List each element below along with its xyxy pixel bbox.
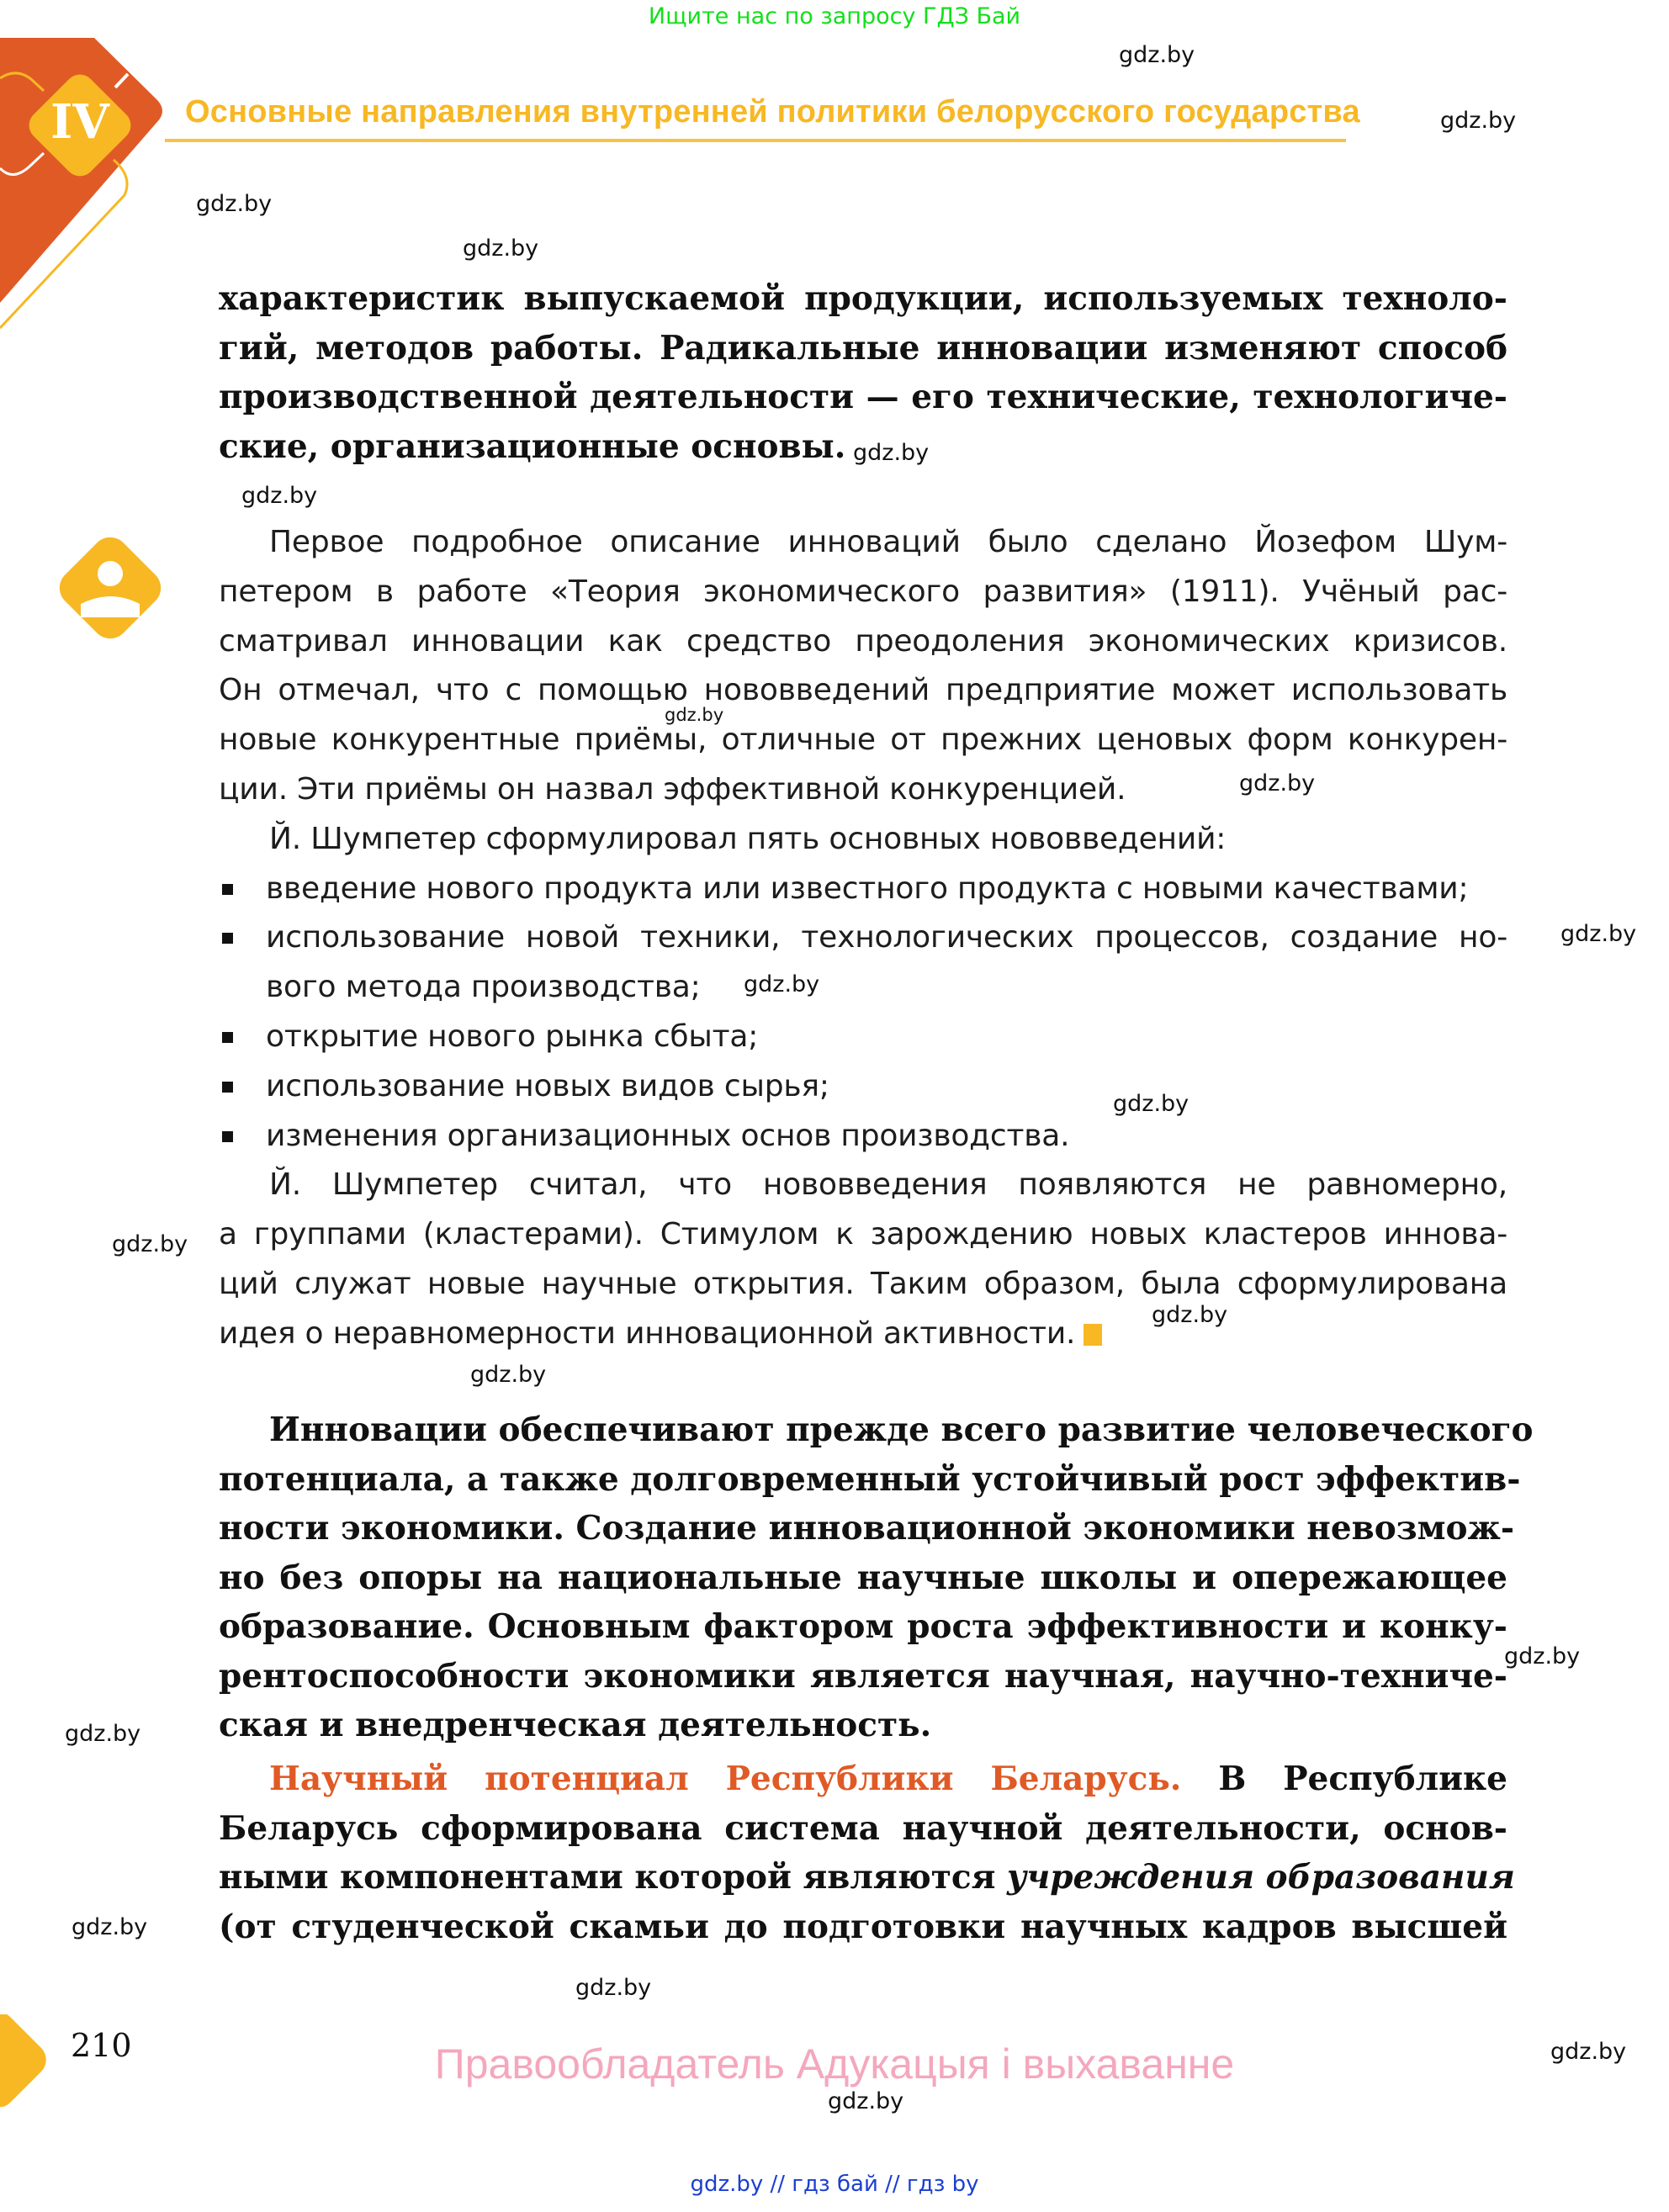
watermark: gdz.by <box>828 2088 904 2114</box>
text-line: а группами (кластерами). Стимулом к зарождению новых кластеров иннова- <box>219 1217 1507 1252</box>
text-line: образование. Основным фактором роста эффективности и конку- <box>219 1607 1507 1646</box>
watermark: gdz.by <box>853 440 930 466</box>
list-item <box>219 1112 1507 1162</box>
bullet-square-icon <box>222 1131 233 1142</box>
text-line: но без опоры на национальные научные школы и опережающее <box>219 1558 1507 1597</box>
text-fragment: В Республике <box>1218 1760 1507 1798</box>
list-intro: Й. Шумпетер сформулировал пять основных нововведений: <box>269 821 1227 856</box>
page-number: 210 <box>71 2027 132 2064</box>
watermark: gdz.by <box>1152 1302 1228 1328</box>
text-fragment: идея о неравномерности инновационной активности. <box>219 1315 1076 1351</box>
list-item-text: использование новых видов сырья; <box>266 1068 829 1103</box>
bullet-square-icon <box>222 933 233 944</box>
list-item <box>219 1062 1507 1112</box>
watermark: gdz.by <box>65 1721 141 1747</box>
watermark: gdz.by <box>196 191 273 217</box>
text-line: ции. Эти приёмы он назвал эффективной конкуренцией. <box>219 771 1126 807</box>
text-line: потенциала, а также долговременный устойчивый рост эффектив- <box>219 1459 1521 1499</box>
list-item-text: введение нового продукта или известного продукта с новыми качествами; <box>266 871 1469 906</box>
list-item <box>219 865 1507 914</box>
list-item <box>219 1013 1507 1062</box>
text-line: ности экономики. Создание инновационной экономики невозмож- <box>219 1509 1515 1548</box>
list-item-text: изменения организационных основ производства. <box>266 1118 1070 1153</box>
watermark: gdz.by <box>1550 2039 1627 2065</box>
text-line: ская и внедренческая деятельность. <box>219 1706 932 1744</box>
watermark: gdz.by <box>1560 921 1637 947</box>
text-line: сматривал инновации как средство преодоления экономических кризисов. <box>219 623 1507 659</box>
person-icon <box>49 527 172 649</box>
text-line <box>219 1310 1507 1359</box>
chapter-title: Основные направления внутренней политики белорусского государства <box>185 94 1360 130</box>
text-line: Инновации обеспечивают прежде всего развитие человеческого <box>269 1410 1534 1449</box>
watermark: gdz.by <box>241 483 318 509</box>
text-line <box>219 1754 1507 1804</box>
text-line: рентоспособности экономики является научная, научно-техниче- <box>219 1656 1507 1696</box>
chapter-title-underline <box>165 139 1346 142</box>
text-line: ций служат новые научные открытия. Таким образом, была сформулирована <box>219 1266 1507 1301</box>
watermark: gdz.by <box>72 1914 148 1940</box>
copyright-notice: Правообладатель Адукацыя і выхаванне <box>434 2040 1235 2088</box>
search-hint-banner: Ищите нас по запросу ГДЗ Бай <box>648 3 1021 29</box>
text-line: ские, организационные основы. <box>219 426 846 466</box>
text-line: производственной деятельности — его технические, технологиче- <box>219 378 1507 416</box>
watermark: gdz.by <box>1113 1091 1189 1117</box>
text-line: Й. Шумпетер считал, что нововведения появляются не равномерно, <box>269 1167 1507 1203</box>
bullet-square-icon <box>222 884 233 895</box>
chapter-number: IV <box>50 94 109 150</box>
watermark: gdz.by <box>1504 1643 1581 1670</box>
schumpeter-note <box>219 518 1507 1359</box>
watermark: gdz.by <box>112 1231 188 1257</box>
text-line: новые конкурентные приёмы, отличные от прежних ценовых форм конкурен- <box>219 722 1507 758</box>
text-line: Он отмечал, что с помощью нововведений предприятие может использовать <box>219 673 1507 708</box>
list-item-text: вого метода производства; <box>266 970 701 1005</box>
text-line: Беларусь сформирована система научной деятельности, основ- <box>219 1808 1507 1848</box>
bullet-square-icon <box>222 1032 233 1043</box>
watermark: gdz.by <box>575 1975 652 2001</box>
end-of-note-icon <box>1084 1324 1102 1346</box>
watermark: gdz.by <box>1440 108 1517 134</box>
text-line: гий, методов работы. Радикальные инновации изменяют способ <box>219 328 1507 368</box>
list-item-text: использование новой техники, технологических процессов, создание но- <box>266 920 1507 955</box>
list-item <box>219 913 1507 1013</box>
section-heading: Научный потенциал Республики Беларусь. <box>269 1760 1182 1798</box>
paragraph-innovation-economy <box>219 1405 1534 1750</box>
text-line: Первое подробное описание инноваций было сделано Йозефом Шум- <box>269 525 1507 559</box>
italic-term: учреждения образования <box>1007 1858 1515 1897</box>
watermark: gdz.by <box>470 1362 547 1388</box>
watermark: gdz.by <box>1119 42 1195 68</box>
watermark: gdz.by <box>1239 770 1316 796</box>
list-item-text: открытие нового рынка сбыта; <box>266 1019 759 1054</box>
text-line: петером в работе «Теория экономического развития» (1911). Учёный рас- <box>219 574 1507 609</box>
watermark: gdz.by <box>463 235 539 262</box>
bullet-square-icon <box>222 1082 233 1093</box>
paragraph-scientific-potential <box>219 1754 1515 1951</box>
watermark: gdz.by <box>744 971 820 998</box>
text-line <box>219 1853 1515 1902</box>
text-fragment: ными компонентами которой являются <box>219 1858 996 1897</box>
text-line: характеристик выпускаемой продукции, используемых техноло- <box>219 279 1507 318</box>
footer-links[interactable]: gdz.by // гдз бай // гдз by <box>690 2172 979 2197</box>
text-line: (от студенческой скамьи до подготовки научных кадров высшей <box>219 1907 1507 1946</box>
watermark: gdz.by <box>665 705 724 725</box>
